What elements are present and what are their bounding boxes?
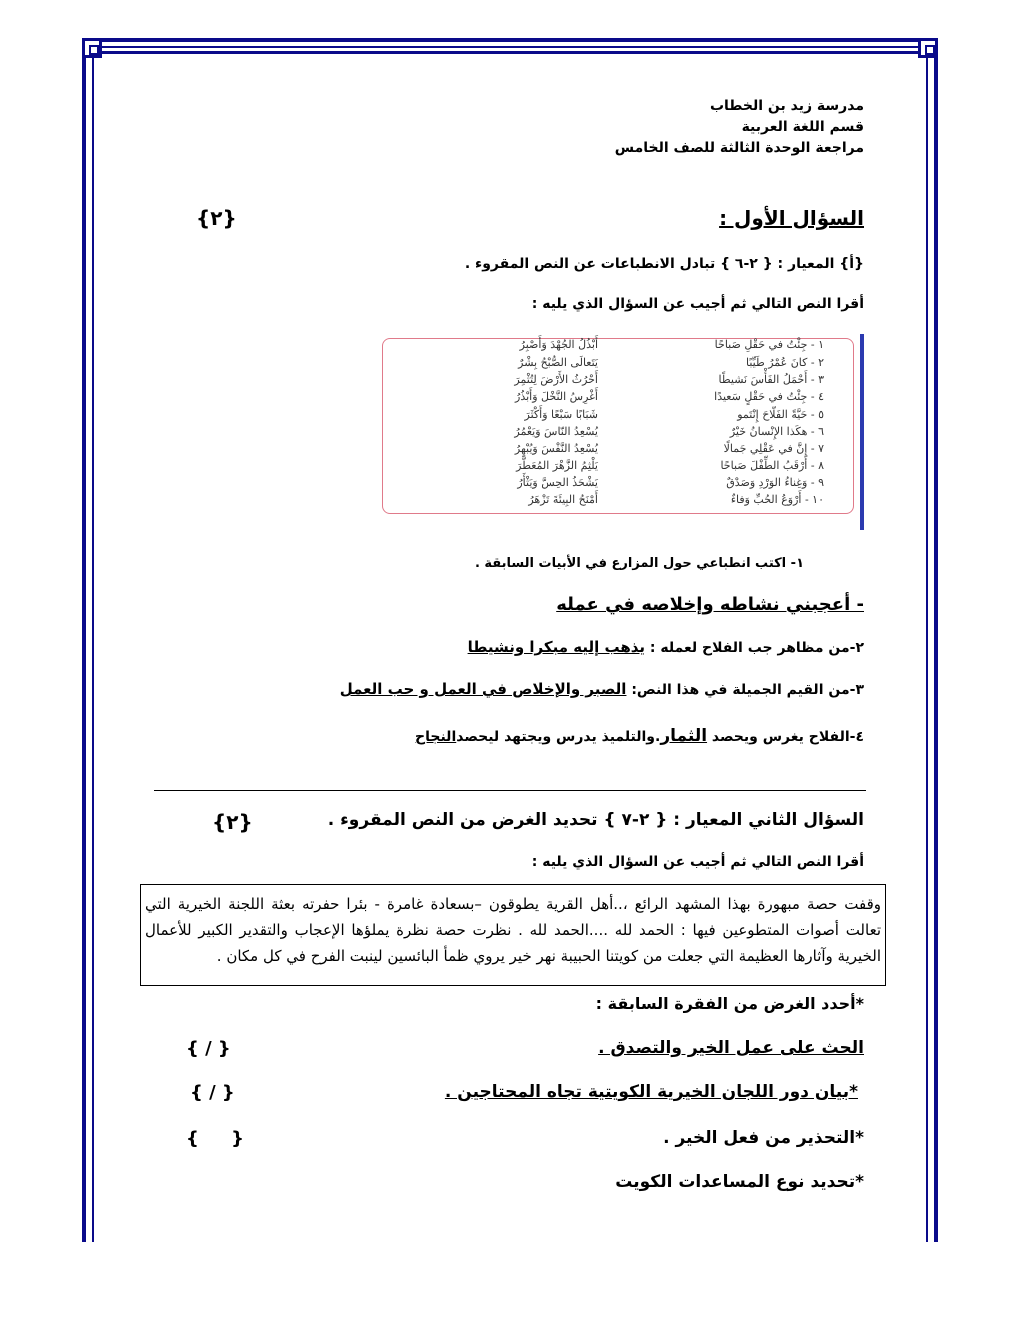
poem-verse-right: ٨ - أَرْقَبُ الطِّفْلَ صَباحًا <box>720 459 824 472</box>
poem-verse-right: ١ - جِئْتُ في حَقْلِ صَباحًا <box>714 338 824 351</box>
poem-verse-left: أَحْرُثُ الأَرْضَ لِتُثْمِرَ <box>514 373 598 386</box>
border-corner-left <box>82 38 102 58</box>
reading-passage: وقفت حصة مبهورة بهذا المشهد الرائع ،..أهل القرية يطوقون –بسعادة غامرة - بئرا حفرته بعثة اللجنة الخيرية التي تعالت أصوات المتطوعين فيها : الحمد لله ....الحمد لله . نظرت حصة نظرة يملؤها الإعجاب والتقدير الكبير للأعمال الخيرية وآثارها العظيمة التي جعلت من كويتنا الحبيبة نهر خير يروي ظمأ البائسين لينبت الفرح في كل مكان . <box>140 884 886 986</box>
question-2-title: السؤال الثاني المعيار : { ٢-٧ } تحديد الغرض من النص المقروء . <box>327 810 864 830</box>
poem-image <box>378 334 864 530</box>
question-1-standard: {أ} المعيار : { ٢-٦ } تبادل الانطباعات عن النص المقروء . <box>464 256 864 272</box>
item-4-mid: .والتلميذ يدرس ويجتهد ليحصد <box>456 729 661 745</box>
section-divider <box>154 790 866 791</box>
poem-verse-left: أَغْرِسُ النَّخْلَ وَأَبْذُرُ <box>515 390 598 403</box>
question-1-instruction: أقرا النص التالي ثم أجيب عن السؤال الذي يليه : <box>531 296 864 312</box>
question-1-item-4 <box>415 726 864 746</box>
option-3: *التحذير من فعل الخير . <box>663 1128 864 1148</box>
item-4-word: الثمار <box>660 726 708 746</box>
poem-verse-left: يَلْثِمُ الزَّهْرَ المُعَطَّرَ <box>516 459 598 472</box>
poem-verse-left: يُسْعِدُ النَّفْسَ وَيُبْهِرُ <box>514 442 598 455</box>
border-corner-right <box>918 38 938 58</box>
option-2-text: *بيان دور اللجان الخيرية الكويتية تجاه المحتاجين . <box>444 1082 858 1102</box>
option-1-mark: { / } <box>186 1038 231 1059</box>
item-3-prefix: ٣-من القيم الجميلة في هذا النص: <box>626 682 864 698</box>
option-3-mark: { } <box>186 1128 244 1149</box>
item-2-answer: يذهب إليه مبكرا ونشيطا <box>467 638 646 656</box>
worksheet-title: مراجعة الوحدة الثالثة للصف الخامس <box>614 140 864 156</box>
poem-verse-right: ٤ - جِئْتُ في حَقْلٍ سَعيدًا <box>714 390 824 403</box>
school-name: مدرسة زيد بن الخطاب <box>709 98 864 114</box>
question-1-item-1: ١- اكتب انطباعي حول المزارع في الأبيات السابقة . <box>474 556 804 571</box>
poem-verse-left: شَبَابًا سَبْعًا وَأَكْثَرَ <box>524 408 598 421</box>
answer-1: - أعجبني نشاطه وإخلاصه في عمله <box>556 594 864 615</box>
question-2-prompt: *أحدد الغرض من الفقرة السابقة : <box>595 994 864 1013</box>
poem-verse-left: يَتَعالَى الصُّبْحُ بِشْرٌ <box>518 356 598 369</box>
page-border-top <box>82 38 938 54</box>
page-border-left <box>82 38 94 1242</box>
poem-verse-left: يُسْعِدُ النّاسَ وَيَعْمُرُ <box>514 425 598 438</box>
question-1-item-2 <box>468 638 864 656</box>
poem-verse-right: ٦ - هكَذا الإِنْسانُ خَيْرٌ <box>729 425 824 438</box>
item-2-prefix: ٢-من مظاهر جب الفلاح لعمله : <box>645 640 864 656</box>
question-1-title: السؤال الأول : <box>719 206 864 230</box>
poem-verse-right: ٢ - كانَ عُمْرُ طَيِّبًا <box>745 356 824 369</box>
poem-verse-right: ٧ - إِنَّ في عَقْلِي جَمالًا <box>723 442 824 455</box>
item-4-prefix: ٤-الفلاح يغرس ويحصد <box>707 729 864 745</box>
poem-verse-right: ١٠ - أَرْوَعُ الحُبِّ وَفاءٌ <box>730 493 824 506</box>
department-name: قسم اللغة العربية <box>741 119 864 135</box>
poem-verse-right: ٣ - أَحْمَلُ الفَأْسَ نَشيطًا <box>718 373 824 386</box>
poem-verse-left: أَبْذُلُ الجُهْدَ وَأَصْبِرُ <box>519 338 598 351</box>
poem-verse-right: ٥ - حَيَّةً الفَلّاحَ إِنْتَمو <box>737 408 824 421</box>
poem-verse-left: أَمْنَحُ البِيئَةَ تَزْهَرُ <box>528 493 598 506</box>
option-4: *تحديد نوع المساعدات الكويت <box>615 1172 864 1192</box>
question-1-score: {٢} <box>196 206 237 230</box>
item-4-word-2: النجاح <box>415 729 457 745</box>
option-2 <box>445 1082 858 1102</box>
option-1: الحث على عمل الخير والتصدق . <box>598 1038 864 1058</box>
option-2-mark: { / } <box>190 1082 235 1103</box>
item-3-answer: الصبر والإخلاص في العمل و حب العمل <box>339 680 627 698</box>
question-2-score: {٢} <box>212 810 253 834</box>
poem-verse-left: يَشْحَذُ الحِسَّ وَيَثْأَرُ <box>517 476 598 489</box>
question-1-item-3 <box>340 680 864 698</box>
poem-verse-right: ٩ - وَغِناءُ الوَرْدِ وَصَدْقٌ <box>726 476 824 489</box>
question-2-instruction: أقرا النص التالي ثم أجيب عن السؤال الذي يليه : <box>531 854 864 870</box>
page-border-right <box>926 38 938 1242</box>
